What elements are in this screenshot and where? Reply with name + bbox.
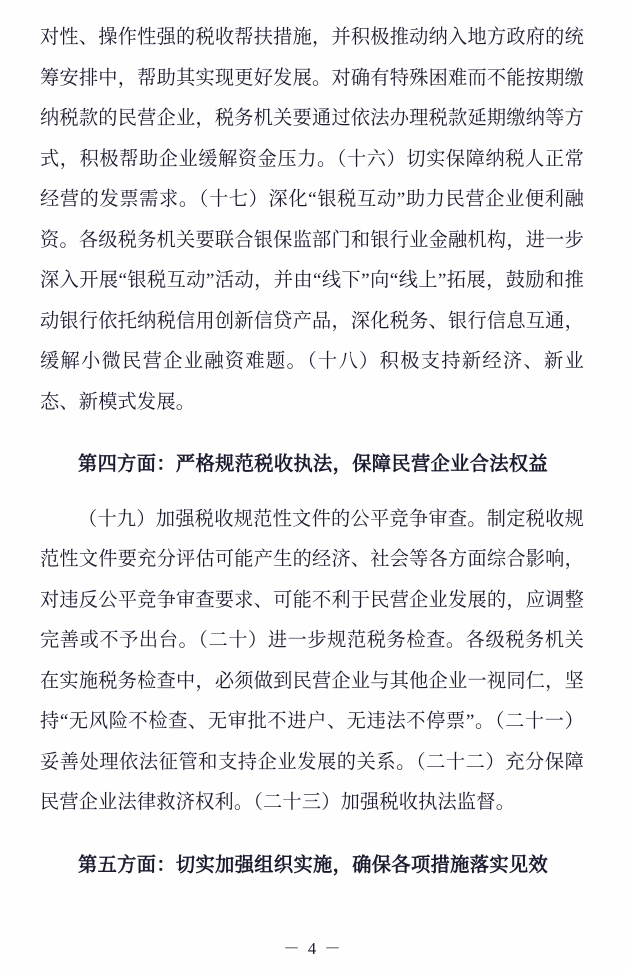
page-number: － 4 － — [283, 939, 343, 958]
document-body — [40, 18, 584, 886]
heading-spacer — [40, 486, 584, 500]
heading-section-four: 第四方面：严格规范税收执法，保障民营企业合法权益 — [78, 454, 549, 475]
paragraph-section-four-body: （十九）加强税收规范性文件的公平竞争审查。制定税收规范性文件要充分评估可能产生的经济、社会等各方面综合影响，对违反公平竞争审查要求、可能不利于民营企业发展的，应调整完善或不予出台。（二十）进一步规范税务检查。各级税务机关在实施税务检查中，必须做到民营企业与其他企业一视同仁，坚持“无风险不检查、无审批不进户、无违法不停票”。（二十一）妥善处理依法征管和支持企业发展的关系。（二十二）充分保障民营企业法律救济权利。（二十三）加强税收执法监督。 — [40, 508, 584, 813]
paragraph-spacer — [40, 423, 584, 445]
heading-section-five: 第五方面：切实加强组织实施，确保各项措施落实见效 — [78, 854, 549, 876]
paragraph-continued: 对性、操作性强的税收帮扶措施，并积极推动纳入地方政府的统筹安排中，帮助其实现更好发展。对确有特殊困难而不能按期缴纳税款的民营企业，税务机关要通过依法办理税款延期缴纳等方式，积极帮助企业缓解资金压力。（十六）切实保障纳税人正常经营的发票需求。（十七）深化“银税互动”助力民营企业便利融资。各级税务机关要联合银保监部门和银行业金融机构，进一步深入开展“银税互动”活动，并由“线下”向“线上”拓展，鼓励和推动银行依托纳税信用创新信贷产品，深化税务、银行信息互通，缓解小微民营企业融资难题。（十八）积极支持新经济、新业态、新模式发展。 — [40, 27, 584, 413]
paragraph-spacer-2 — [40, 824, 584, 846]
